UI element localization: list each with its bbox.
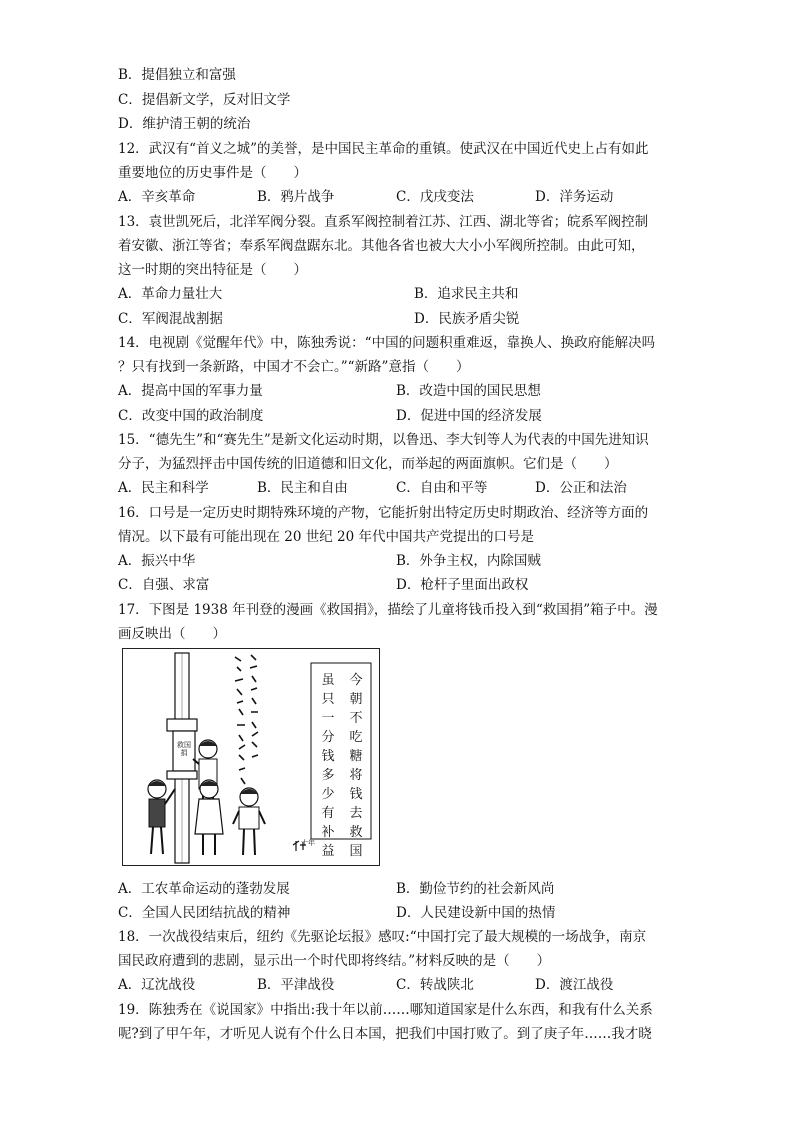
q17-option-c: C．全国人民团结抗战的精神 — [118, 905, 291, 921]
q18-option-d: D．渡江战役 — [535, 977, 614, 993]
cartoon-drawing — [123, 649, 379, 865]
donation-box-label: 救国捐 — [177, 741, 191, 757]
q15-option-b: B．民主和自由 — [257, 480, 348, 496]
q12-stem-line2: 重要地位的历史事件是（ ） — [118, 165, 307, 181]
q12-stem-line1: 12．武汉有“首义之城”的美誉，是中国民主革命的重镇。使武汉在中国近代史上占有如此 — [118, 141, 649, 157]
q19-stem-line2: 呢?到了甲午年，才听见人说有个什么日本国，把我们中国打败了。到了庚子年……我才晓 — [118, 1026, 652, 1042]
q13-option-c: C．军阀混战割据 — [118, 311, 223, 327]
q18-stem-line1: 18．一次战役结束后，纽约《先驱论坛报》感叹:“中国打完了最大规模的一场战争，南京 — [118, 929, 647, 945]
q16-stem-line2: 情况。以下最有可能出现在 20 世纪 20 年代中国共产党提出的口号是 — [118, 529, 535, 545]
q18-option-b: B．平津战役 — [257, 977, 335, 993]
q15-option-a: A．民主和科学 — [118, 480, 209, 496]
q13-stem-line3: 这一时期的突出特征是（ ） — [118, 262, 307, 278]
q16-option-c: C．自强、求富 — [118, 577, 210, 593]
q17-option-d: D．人民建设新中国的热情 — [396, 905, 556, 921]
q12-option-d: D．洋务运动 — [535, 189, 614, 205]
q17-option-a: A．工农革命运动的蓬勃发展 — [118, 881, 290, 897]
q15-option-d: D．公正和法治 — [535, 480, 627, 496]
q17-stem-line1: 17．下图是 1938 年刊登的漫画《救国捐》，描绘了儿童将钱币投入到“救国捐”箱子中。漫 — [118, 602, 658, 618]
q14-stem-line1: 14．电视剧《觉醒年代》中，陈独秀说：“中国的问题积重难返，靠换人、换政府能解决吗 — [118, 335, 656, 351]
q18-option-a: A．辽沈战役 — [118, 977, 196, 993]
q15-stem-line2: 分子，为猛烈抨击中国传统的旧道德和旧文化，而举起的两面旗帜。它们是（ ） — [118, 456, 618, 472]
q16-option-d: D．枪杆子里面出政权 — [396, 577, 529, 593]
q12-option-a: A．辛亥革命 — [118, 189, 196, 205]
q11-option-c: C．提倡新文学，反对旧文学 — [118, 92, 291, 108]
q13-option-d: D．民族矛盾尖锐 — [414, 311, 520, 327]
q17-stem-line2: 画反映出（ ） — [118, 626, 226, 642]
q19-stem-line1: 19．陈独秀在《说国家》中指出:我十年以前……哪知道国家是什么东西，和我有什么关系 — [118, 1002, 653, 1018]
q15-stem-line1: 15．“德先生”和“赛先生”是新文化运动时期，以鲁迅、李大钊等人为代表的中国先进知识 — [118, 432, 649, 448]
q12-option-b: B．鸦片战争 — [257, 189, 335, 205]
q13-option-a: A．革命力量壮大 — [118, 286, 223, 302]
q11-option-d: D．维护清王朝的统治 — [118, 116, 251, 132]
q12-option-c: C．戊戌变法 — [396, 189, 474, 205]
q13-stem-line1: 13．袁世凯死后，北洋军阀分裂。直系军阀控制着江苏、江西、湖北等省；皖系军阀控制 — [118, 214, 649, 230]
q14-option-a: A．提高中国的军事力量 — [118, 383, 263, 399]
q16-option-b: B．外争主权，内除国贼 — [396, 553, 541, 569]
cartoon-signature: 十年 — [301, 839, 315, 847]
q11-option-b: B．提倡独立和富强 — [118, 67, 236, 83]
q17-option-b: B．勤俭节约的社会新风尚 — [396, 881, 555, 897]
q16-stem-line1: 16．口号是一定历史时期特殊环境的产物，它能折射出特定历史时期政治、经济等方面的 — [118, 505, 649, 521]
cartoon-caption-left: 虽只一分钱多少有补益 — [321, 673, 335, 859]
q14-option-b: B．改造中国的国民思想 — [396, 383, 541, 399]
q14-stem-line2: ？只有找到一条新路，中国才不会亡。”“新路”意指（ ） — [118, 359, 470, 375]
cartoon-caption-right: 今朝不吃糖将钱去救国 — [349, 673, 363, 859]
q13-stem-line2: 着安徽、浙江等省；奉系军阀盘踞东北。其他各省也被大大小小军阀所控制。由此可知， — [118, 238, 645, 254]
q13-option-b: B．追求民主共和 — [414, 286, 519, 302]
q14-option-d: D．促进中国的经济发展 — [396, 408, 542, 424]
q18-option-c: C．转战陕北 — [396, 977, 474, 993]
q14-option-c: C．改变中国的政治制度 — [118, 408, 264, 424]
cartoon-figure — [122, 648, 380, 866]
q16-option-a: A．振兴中华 — [118, 553, 196, 569]
q18-stem-line2: 国民政府遭到的悲剧，显示出一个时代即将终结。”材料反映的是（ ） — [118, 953, 551, 969]
q15-option-c: C．自由和平等 — [396, 480, 488, 496]
